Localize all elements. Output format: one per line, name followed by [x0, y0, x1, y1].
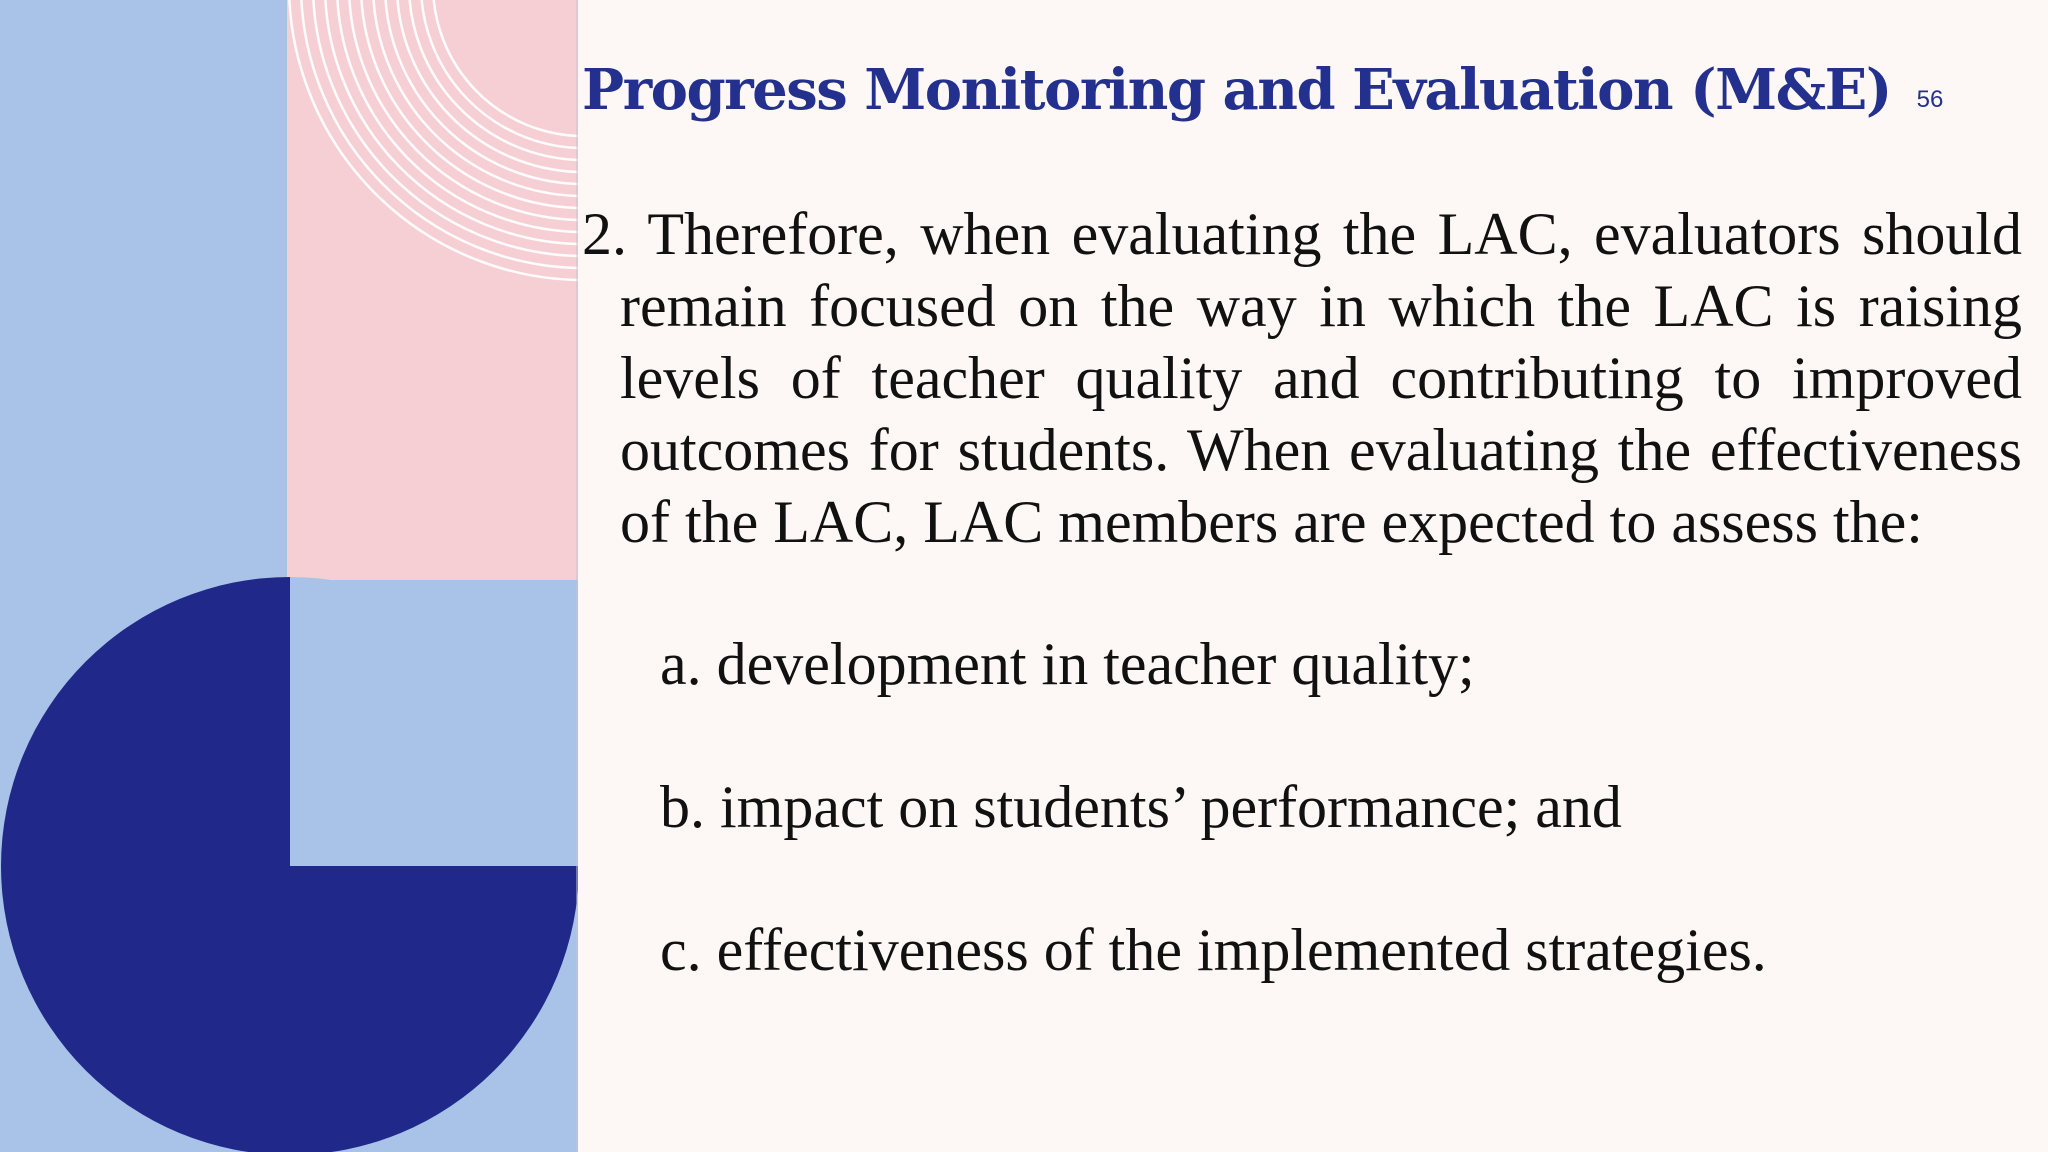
list-item-a: a. development in teacher quality; [660, 631, 1475, 697]
list-item-b: b. impact on students’ performance; and [660, 774, 1622, 840]
decorative-graphics [0, 0, 578, 1152]
body-paragraph: 2. Therefore, when evaluating the LAC, evaluators should remain focused on the way in which the LAC is raising levels of teacher quality and contributing to improved outcomes for students. When evaluating the effectiveness of the LAC, LAC members are expected to assess the: [582, 201, 2022, 555]
pink-panel [287, 0, 578, 580]
slide-body [582, 198, 2022, 986]
slide-number: 56 [1916, 86, 1944, 113]
slide-title: Progress Monitoring and Evaluation (M&E) [582, 57, 1891, 123]
list-item-c: c. effectiveness of the implemented strategies. [660, 917, 1767, 983]
